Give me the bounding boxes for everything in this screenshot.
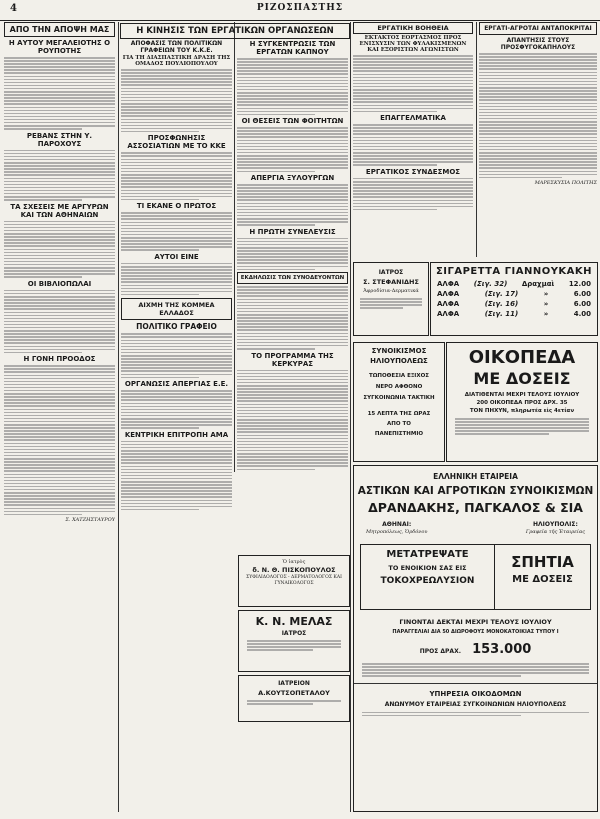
ad-line: ΗΛΙΟΥΠΟΛΙΣ: bbox=[533, 521, 578, 528]
article-headline: ΟΙ ΒΙΒΛΙΟΠΩΛΑΙ bbox=[27, 279, 92, 288]
article-headline: ΟΡΓΑΝΩΣΙΣ ΑΠΕΡΓΙΑΣ Ε.Ε. bbox=[124, 380, 229, 389]
section-box: ΕΚΔΗΛΩΣΙΣ ΤΩΝ ΣΥΝΟΔΕΥΟΝΤΩΝ bbox=[237, 272, 348, 284]
article-text bbox=[4, 150, 115, 201]
article-subheadline: ΓΙΑ ΤΗ ΔΙΑΣΠΑΣΤΙΚΗ ΔΡΑΣΗ ΤΗΣ ΟΜΑΔΟΣ ΠΟΥΛΙΟΠΟΥΛΟΥ bbox=[122, 55, 231, 67]
ad-text bbox=[455, 418, 589, 435]
ad-text bbox=[360, 298, 422, 309]
ad-line: ΣΥΝΟΙΚΙΣΜΟΣ bbox=[371, 347, 427, 355]
ad-text bbox=[362, 663, 589, 677]
ad-line: ΤΟ ΕΝΟΙΚΙΟΝ ΣΑΣ ΕΙΣ bbox=[388, 564, 467, 572]
price-line bbox=[354, 638, 597, 657]
column-rule bbox=[476, 22, 477, 257]
ad-line: Ὁ ἰατρὸς bbox=[282, 559, 306, 565]
article-headline: ΤΟ ΠΡΟΓΡΑΜΜΑ ΤΗΣ ΚΕΡΚΥΡΑΣ bbox=[251, 351, 334, 368]
masthead: ΡΙΖΟΣΠΑΣΤΗΣ bbox=[256, 3, 344, 13]
doctor-specialty: ΙΑΤΡΟΣ bbox=[281, 630, 307, 637]
ad-line: ΕΛΛΗΝΙΚΗ ΕΤΑΙΡΕΙΑ bbox=[433, 472, 518, 481]
cigarette-advertisement bbox=[430, 262, 598, 336]
article-text bbox=[237, 184, 348, 226]
address-ilioupolis bbox=[526, 521, 585, 536]
author-signature: Σ. ΧΑΤΖΗΣΤΑΥΡΟΥ bbox=[65, 517, 115, 524]
article-headline: ΕΡΓΑΤΙΚΟΣ ΣΥΝΔΕΣΜΟΣ bbox=[365, 167, 461, 176]
article-text bbox=[121, 441, 232, 511]
ad-line: Μητροπόλεως, Ὁρδόνου bbox=[366, 529, 428, 535]
price-word: Δραχμαὶ bbox=[521, 280, 555, 288]
article-headline: ΤΙ ΕΚΑΝΕ Ο ΠΡΩΤΟΣ bbox=[136, 202, 217, 211]
ad-line: 15 ΛΕΠΤΑ ΤΗΣ ΩΡΑΣ bbox=[367, 411, 431, 417]
article-headline: ΕΠΑΓΓΕΛΜΑΤΙΚΑ bbox=[380, 114, 446, 123]
article-text bbox=[4, 221, 115, 278]
ad-text bbox=[247, 700, 341, 705]
price-name: ΑΛΦΑ bbox=[437, 310, 460, 318]
ad-line: ΠΑΝΕΠΙΣΤΗΜΙΟ bbox=[374, 431, 424, 437]
article-text bbox=[4, 57, 115, 130]
article-headline: ΡΕΒΑΝΣ ΣΤΗΝ Υ. ΠΑΡΟΧΟΥΣ bbox=[26, 131, 93, 148]
price-price: 6.00 bbox=[573, 300, 591, 308]
price-pack: (Σιγ. 17) bbox=[484, 290, 519, 298]
physician-advertisement bbox=[238, 610, 350, 672]
article-text bbox=[121, 263, 232, 295]
price-value: 153.000 bbox=[472, 642, 532, 657]
ad-line: Γραφεῖα τῆς Ἑταιρείας bbox=[525, 529, 585, 535]
article-text bbox=[121, 333, 232, 378]
ad-line: ΑΣΤΙΚΩΝ ΚΑΙ ΑΓΡΟΤΙΚΩΝ ΣΥΝΟΙΚΙΣΜΩΝ bbox=[357, 485, 594, 497]
ad-text bbox=[247, 640, 341, 651]
price-row bbox=[437, 300, 591, 308]
article-headline: Η ΠΡΩΤΗ ΣΥΝΕΛΕΥΣΙΣ bbox=[249, 227, 336, 236]
article-headline: ΟΙ ΘΕΣΕΙΣ ΤΩΝ ΦΟΙΤΗΤΩΝ bbox=[241, 117, 344, 126]
ad-offer-row bbox=[360, 544, 591, 610]
ad-line: ΑΠΟ ΤΟ bbox=[387, 421, 411, 427]
article-text bbox=[479, 53, 597, 178]
author-signature: ΜΑΡΕΣΚΥΣΙΑ ΠΟΛΙΤΗΣ bbox=[534, 180, 597, 187]
ad-title: ΙΑΤΡΟΣ bbox=[378, 269, 404, 276]
article-text bbox=[353, 178, 473, 210]
column-4 bbox=[353, 22, 473, 277]
ad-line: ΝΕΡΟ ΑΦΘΟΝΟ bbox=[375, 384, 423, 390]
ad-title: ΣΙΓΑΡΕΤΤΑ ΓΙΑΝΝΟΥΚΑΚΗ bbox=[435, 266, 593, 277]
ad-line: ΗΛΙΟΥΠΟΛΕΩΣ bbox=[370, 357, 428, 365]
oikopeda-advertisement bbox=[446, 342, 598, 462]
ad-line: ΜΕ ΔΟΣΕΙΣ bbox=[473, 369, 571, 388]
banner-headline: Η ΚΙΝΗΣΙΣ ΤΩΝ ΕΡΓΑΤΙΚΩΝ ΟΡΓΑΝΩΣΕΩΝ bbox=[120, 23, 350, 39]
article-text bbox=[237, 238, 348, 270]
doctor-name: Σ. ΣΤΕΦΑΝΙΔΗΣ bbox=[363, 278, 419, 286]
article-text bbox=[237, 127, 348, 172]
doctor-specialty: Ἀφροδίσια-Δερματικά bbox=[363, 288, 419, 294]
article-headline: ΤΑ ΣΧΕΣΕΙΣ ΜΕ ΑΡΓΥΡΩΝ ΚΑΙ ΤΩΝ ΑΘΗΝΑΙΩΝ bbox=[10, 202, 109, 219]
price-pack: (Σιγ. 16) bbox=[484, 300, 519, 308]
address-athens bbox=[366, 521, 427, 536]
physician-advertisement bbox=[238, 555, 350, 607]
doctor-name: Α.ΚΟΥΤΣΟΠΕΤΑΛΟΥ bbox=[258, 689, 330, 697]
article-headline: Η ΑΥΤΟΥ ΜΕΓΑΛΕΙΟΤΗΣ Ο ΡΟΥΠΟΤΗΣ bbox=[8, 39, 111, 55]
article-headline: ΑΠΟΦΑΣΙΣ ΤΩΝ ΠΟΛΙΤΙΚΩΝ ΓΡΑΦΕΙΩΝ ΤΟΥ Κ.Κ.Ε. bbox=[130, 40, 223, 54]
column-5 bbox=[479, 22, 597, 257]
column-rule bbox=[350, 22, 351, 812]
article-headline: Η ΓΟΝΗ ΠΡΟΟΔΟΣ bbox=[23, 355, 96, 364]
article-text bbox=[353, 55, 473, 112]
price-name: ΑΛΦΑ bbox=[437, 290, 460, 298]
doctor-name: δ. Ν. Θ. ΠΙΣΚΟΠΟΥΛΟΣ bbox=[252, 566, 336, 574]
section-box: ΕΡΓΑΤΙ-ΑΓΡΟΤΑΙ ΑΝΤΑΠΟΚΡΙΤΑΙ bbox=[479, 22, 597, 35]
column-rule bbox=[118, 22, 119, 812]
page-header bbox=[0, 0, 600, 21]
clinic-advertisement bbox=[238, 675, 350, 722]
article-text bbox=[237, 370, 348, 471]
column-rule bbox=[234, 22, 235, 472]
article-text bbox=[121, 212, 232, 251]
price-name: ΑΛΦΑ bbox=[437, 300, 460, 308]
price-row bbox=[437, 280, 591, 288]
price-word: » bbox=[543, 290, 549, 298]
price-row bbox=[437, 310, 591, 318]
price-row bbox=[437, 290, 591, 298]
article-text bbox=[237, 58, 348, 115]
price-price: 12.00 bbox=[568, 280, 591, 288]
ad-line: 200 ΟΙΚΟΠΕΔΑ ΠΡΟΣ ΔΡΧ. 35 bbox=[476, 400, 568, 406]
price-pack: (Σιγ. 11) bbox=[484, 310, 519, 318]
rent-box bbox=[360, 544, 495, 610]
article-subheadline: ΕΚΤΑΚΤΟΣ ΕΟΡΤΑΣΜΟΣ ΠΡΟΣ ΕΝΙΣΧΥΣΙΝ ΤΩΝ ΦΥΛΑΚΙΣΜΕΝΩΝ ΚΑΙ ΕΞΟΡΙΣΤΩΝ ΑΓΩΝΙΣΤΩΝ bbox=[359, 35, 467, 53]
article-text bbox=[121, 390, 232, 429]
section-box: ΑΙΧΜΗ ΤΗΣ ΚΟΜΜΕΑ ΕΛΛΑΔΟΣ bbox=[121, 298, 232, 320]
section-box: ΑΠΟ ΤΗΝ ΑΠΟΨΗ ΜΑΣ bbox=[4, 22, 115, 37]
article-headline: ΠΡΟΣΦΩΝΗΣΙΣ ΑΣΣΟΣΙΑΤΙΩΝ ΜΕ ΤΟ ΚΚΕ bbox=[127, 134, 226, 151]
article-text bbox=[4, 290, 115, 353]
doctor-name: Κ. Ν. ΜΕΛΑΣ bbox=[255, 615, 333, 628]
column-2 bbox=[121, 38, 232, 814]
ad-line: ΙΑΤΡΕΙΟΝ bbox=[278, 680, 310, 687]
ad-line: ΑΘΗΝΑΙ: bbox=[382, 521, 412, 528]
doctor-advertisement bbox=[353, 262, 429, 336]
article-headline: ΠΟΛΙΤΙΚΟ ΓΡΑΦΕΙΟ bbox=[136, 322, 217, 332]
article-text bbox=[121, 69, 232, 132]
article-text bbox=[4, 365, 115, 515]
company-advertisement bbox=[353, 465, 598, 812]
article-text bbox=[237, 286, 348, 349]
ad-line: ΜΕ ΔΟΣΕΙΣ bbox=[512, 574, 573, 585]
ad-line: ΔΡΑΝΔΑΚΗΣ, ΠΑΓΚΑΛΟΣ & ΣΙΑ bbox=[368, 500, 583, 515]
price-word: » bbox=[543, 300, 549, 308]
article-headline: ΚΕΝΤΡΙΚΗ ΕΠΙΤΡΟΠΗ ΑΜΑ bbox=[124, 430, 229, 439]
ad-line: ΣΥΓΚΟΙΝΩΝΙΑ ΤΑΚΤΙΚΗ bbox=[363, 395, 435, 401]
synoikismos-advertisement bbox=[353, 342, 445, 462]
ad-line: ΔΙΑΤΙΘΕΝΤΑΙ ΜΕΧΡΙ ΤΕΛΟΥΣ ΙΟΥΛΙΟΥ bbox=[464, 392, 580, 398]
ad-line: ΜΕΤΑΤΡΕΨΑΤΕ bbox=[386, 549, 469, 560]
page-number: 4 bbox=[10, 3, 17, 14]
doctor-specialty: ΣΥΦΙΛΙΔΟΛΟΓΟΣ - ΔΕΡΜΑΤΟΛΟΓΟΣ ΚΑΙ ΓΥΝΑΙΚΟΛΟΓΟΣ bbox=[246, 575, 342, 586]
article-headline: ΑΠΑΝΤΗΣΙΣ ΣΤΟΥΣ ΠΡΟΣΦΥΓΟΚΑΠΗΛΟΥΣ bbox=[500, 37, 576, 51]
ad-line: ΟΙΚΟΠΕΔΑ bbox=[468, 347, 576, 368]
article-headline: Η ΣΥΓΚΕΝΤΡΩΣΙΣ ΤΩΝ ΕΡΓΑΤΩΝ ΚΑΠΝΟΥ bbox=[249, 40, 336, 56]
price-name: ΑΛΦΑ bbox=[437, 280, 460, 288]
ad-line: ΓΙΝΟΝΤΑΙ ΔΕΚΤΑΙ ΜΕΧΡΙ ΤΕΛΟΥΣ ΙΟΥΛΙΟΥ bbox=[399, 618, 552, 626]
price-word: » bbox=[543, 310, 549, 318]
price-price: 6.00 bbox=[573, 290, 591, 298]
price-pack: (Σιγ. 32) bbox=[473, 280, 508, 288]
ad-line: ΤΟΝ ΠΗΧΥΝ, πληρωτέα εἰς 4ετίαν bbox=[469, 408, 575, 414]
section-box: ΕΡΓΑΤΙΚΗ ΒΟΗΘΕΙΑ bbox=[353, 22, 473, 34]
ad-line: ΠΑΡΑΓΓΕΛΙΑΙ ΔΙΑ 50 ΔΙΩΡΟΦΟΥΣ ΜΟΝΟΚΑΤΟΙΚΙΑΣ ΤΥΠΟΥ Ι bbox=[392, 629, 559, 635]
price-list bbox=[437, 280, 591, 318]
price-label: ΠΡΟΣ ΔΡΑΧ. bbox=[419, 648, 461, 655]
ad-line: ΤΟΚΟΧΡΕΩΛΥΣΙΟΝ bbox=[380, 576, 475, 586]
ad-line: ΥΠΗΡΕΣΙΑ ΟΙΚΟΔΟΜΩΝ bbox=[429, 689, 522, 698]
article-headline: ΑΥΤΟΙ ΕΙΝΕ bbox=[154, 252, 199, 261]
price-price: 4.00 bbox=[573, 310, 591, 318]
ad-line: ΤΩΠΟΘΕΣΙΑ ΕΞΙΧΟΣ bbox=[368, 373, 430, 379]
ad-line: ΣΠΗΤΙΑ bbox=[511, 553, 574, 571]
houses-box bbox=[495, 544, 591, 610]
article-text bbox=[121, 152, 232, 200]
ad-line: ΑΝΩΝΥΜΟΥ ΕΤΑΙΡΕΙΑΣ ΣΥΓΚΟΙΝΩΝΙΩΝ ΗΛΙΟΥΠΟΛΕΩΣ bbox=[384, 700, 567, 708]
article-headline: ΑΠΕΡΓΙΑ ΞΥΛΟΥΡΓΩΝ bbox=[250, 174, 335, 182]
ad-addresses bbox=[366, 521, 585, 536]
column-1 bbox=[4, 22, 115, 814]
article-text bbox=[353, 124, 473, 166]
divider bbox=[354, 683, 597, 684]
ad-text bbox=[362, 712, 589, 717]
